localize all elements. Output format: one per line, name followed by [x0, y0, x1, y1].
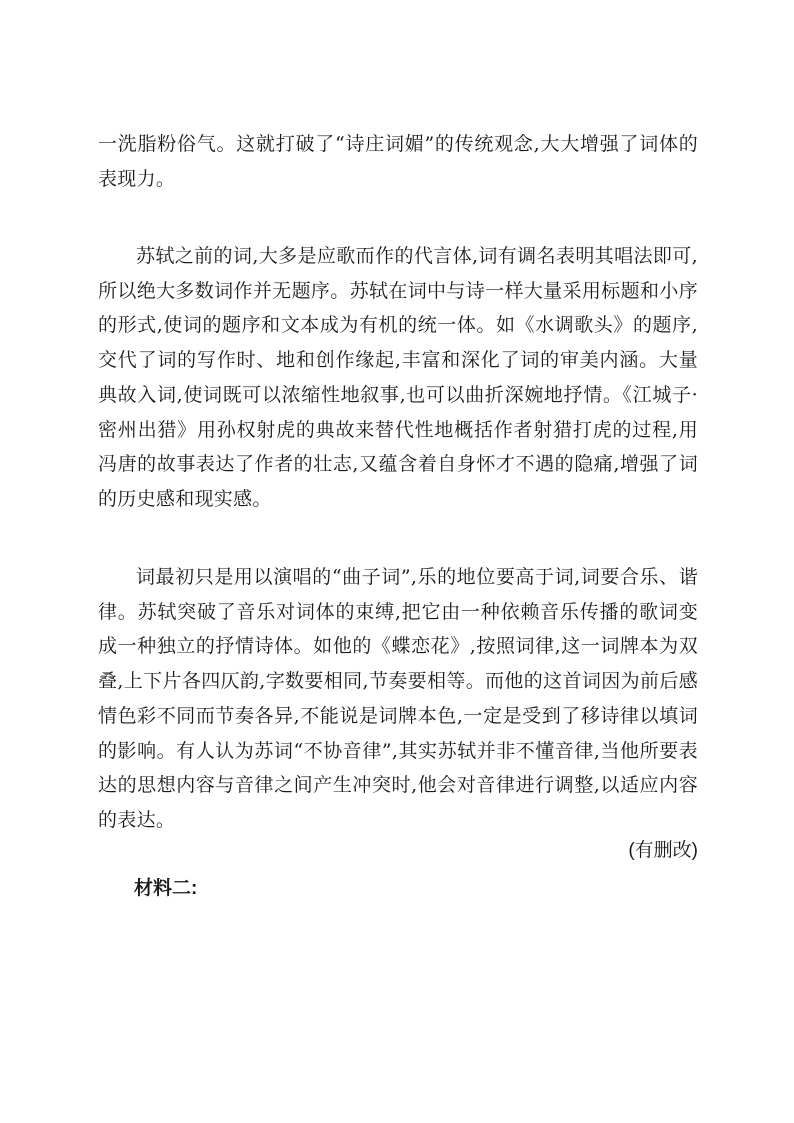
paragraph-music-meter: 词最初只是用以演唱的“曲子词”,乐的地位要高于词,词要合乐、谐律。苏轼突破了音乐对词体的束缚,把它由一种依赖音乐传播的歌词变成一种独立的抒情诗体。如他的《蝶恋花》,按照词律,这一词牌本为双叠,上下片各四仄韵,字数要相同,节奏要相等。而他的这首词因为前后感情色彩不同而节奏各异,不能说是词牌本色,一定是受到了移诗律以填词的影响。有人认为苏词“不协音律”,其实苏轼并非不懂音律,当他所要表达的思想内容与音律之间产生冲突时,他会对音律进行调整,以适应内容的表达。 [98, 566, 698, 831]
paragraph-continued: 一洗脂粉俗气。这就打破了“诗庄词媚”的传统观念,大大增强了词体的表现力。 [98, 133, 698, 190]
section-label: 材料二: [134, 878, 198, 899]
paragraph-title-preface: 苏轼之前的词,大多是应歌而作的代言体,词有调名表明其唱法即可,所以绝大多数词作并无题序。苏轼在词中与诗一样大量采用标题和小序的形式,使词的题序和文本成为有机的统一体。如《水调歌头》的题序,交代了词的写作时、地和创作缘起,丰富和深化了词的审美内涵。大量典故入词,使词既可以浓缩性地叙事,也可以曲折深婉地抒情。《江城子·密州出猎》用孙权射虎的典故来替代性地概括作者射猎打虎的过程,用冯唐的故事表达了作者的壮志,又蕴含着自身怀才不遇的隐痛,增强了词的历史感和现实感。 [98, 245, 698, 510]
source-note: (有删改) [628, 840, 698, 861]
